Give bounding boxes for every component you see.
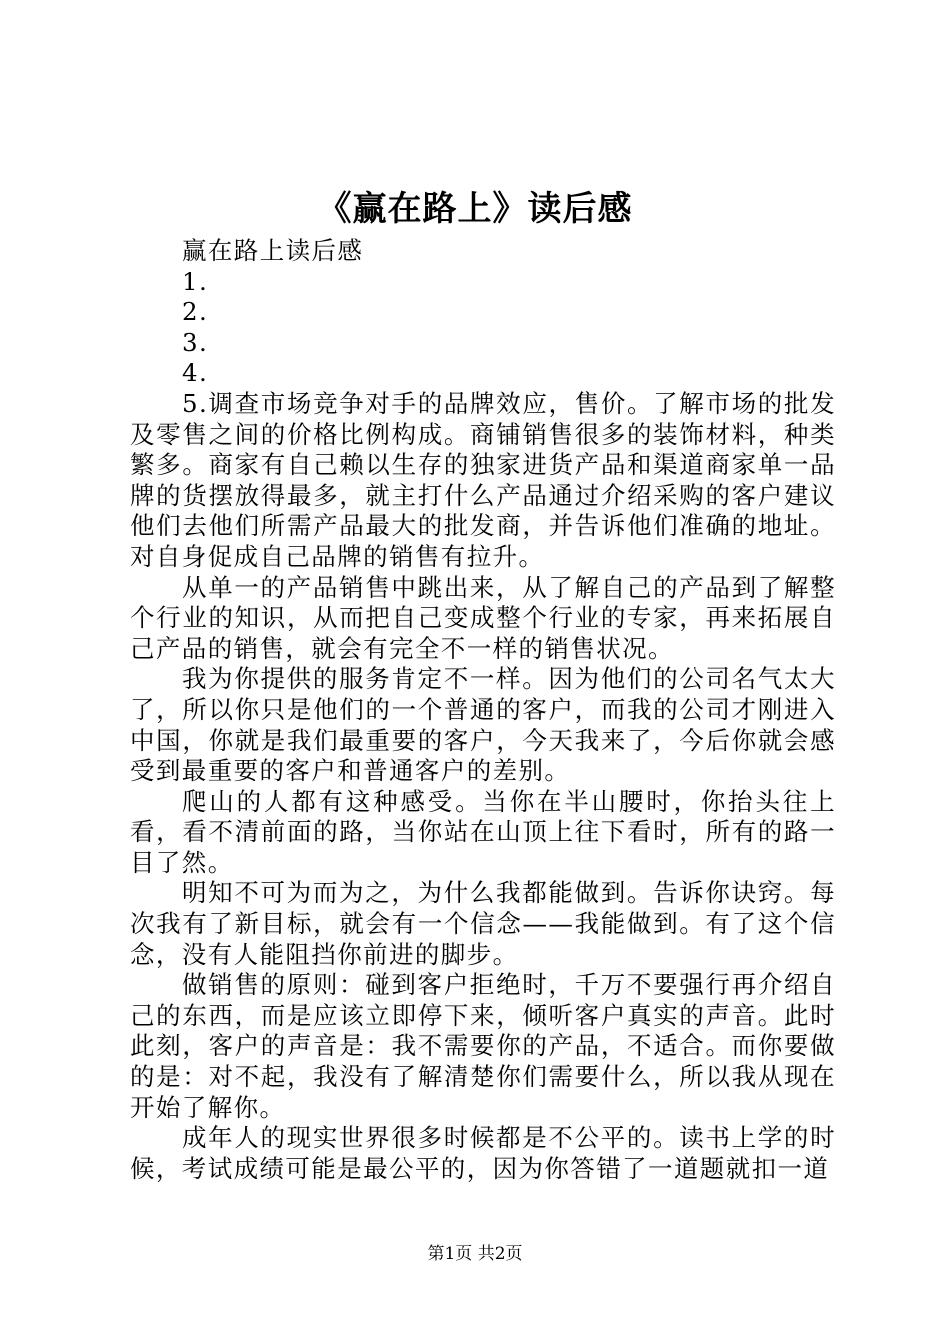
paragraph-item-3: 3.	[182, 327, 209, 357]
page-footer: 第1页 共2页	[427, 1244, 523, 1264]
document-body	[130, 236, 836, 1184]
paragraph-item-1: 1.	[182, 266, 209, 296]
paragraph-fairness: 成年人的现实世界很多时候都是不公平的。读书上学的时候，考试成绩可能是最公平的，因为你答错了一道题就扣一道	[130, 1123, 836, 1183]
paragraph-item-4: 4.	[182, 358, 209, 388]
paragraph-item-5: 5.调查市场竞争对手的品牌效应，售价。了解市场的批发及零售之间的价格比例构成。商铺销售很多的装饰材料，种类繁多。商家有自己赖以生存的独家进货产品和渠道商家单一品牌的货摆放得最多，就主打什么产品通过介绍采购的客户建议他们去他们所需产品最大的批发商，并告诉他们准确的地址。对自身促成自己品牌的销售有拉升。	[130, 388, 836, 571]
paragraph-industry-expert: 从单一的产品销售中跳出来，从了解自己的产品到了解整个行业的知识，从而把自己变成整个行业的专家，再来拓展自己产品的销售，就会有完全不一样的销售状况。	[130, 572, 836, 663]
document-title: 《赢在路上》读后感	[317, 189, 633, 229]
paragraph-item-2: 2.	[182, 297, 209, 327]
paragraph-service: 我为你提供的服务肯定不一样。因为他们的公司名气太大了，所以你只是他们的一个普通的客户，而我的公司才刚进入中国，你就是我们最重要的客户，今天我来了，今后你就会感受到最重要的客户和普通客户的差别。	[130, 664, 836, 786]
paragraph-subtitle: 赢在路上读后感	[182, 236, 364, 265]
paragraph-belief: 明知不可为而为之，为什么我都能做到。告诉你诀窍。每次我有了新目标，就会有一个信念——我能做到。有了这个信念，没有人能阻挡你前进的脚步。	[130, 878, 836, 969]
paragraph-mountain: 爬山的人都有这种感受。当你在半山腰时，你抬头往上看，看不清前面的路，当你站在山顶上往下看时，所有的路一目了然。	[130, 786, 836, 877]
paragraph-sales-principle: 做销售的原则：碰到客户拒绝时，千万不要强行再介绍自己的东西，而是应该立即停下来，倾听客户真实的声音。此时此刻，客户的声音是：我不需要你的产品，不适合。而你要做的是：对不起，我没有了解清楚你们需要什么，所以我从现在开始了解你。	[130, 970, 836, 1122]
